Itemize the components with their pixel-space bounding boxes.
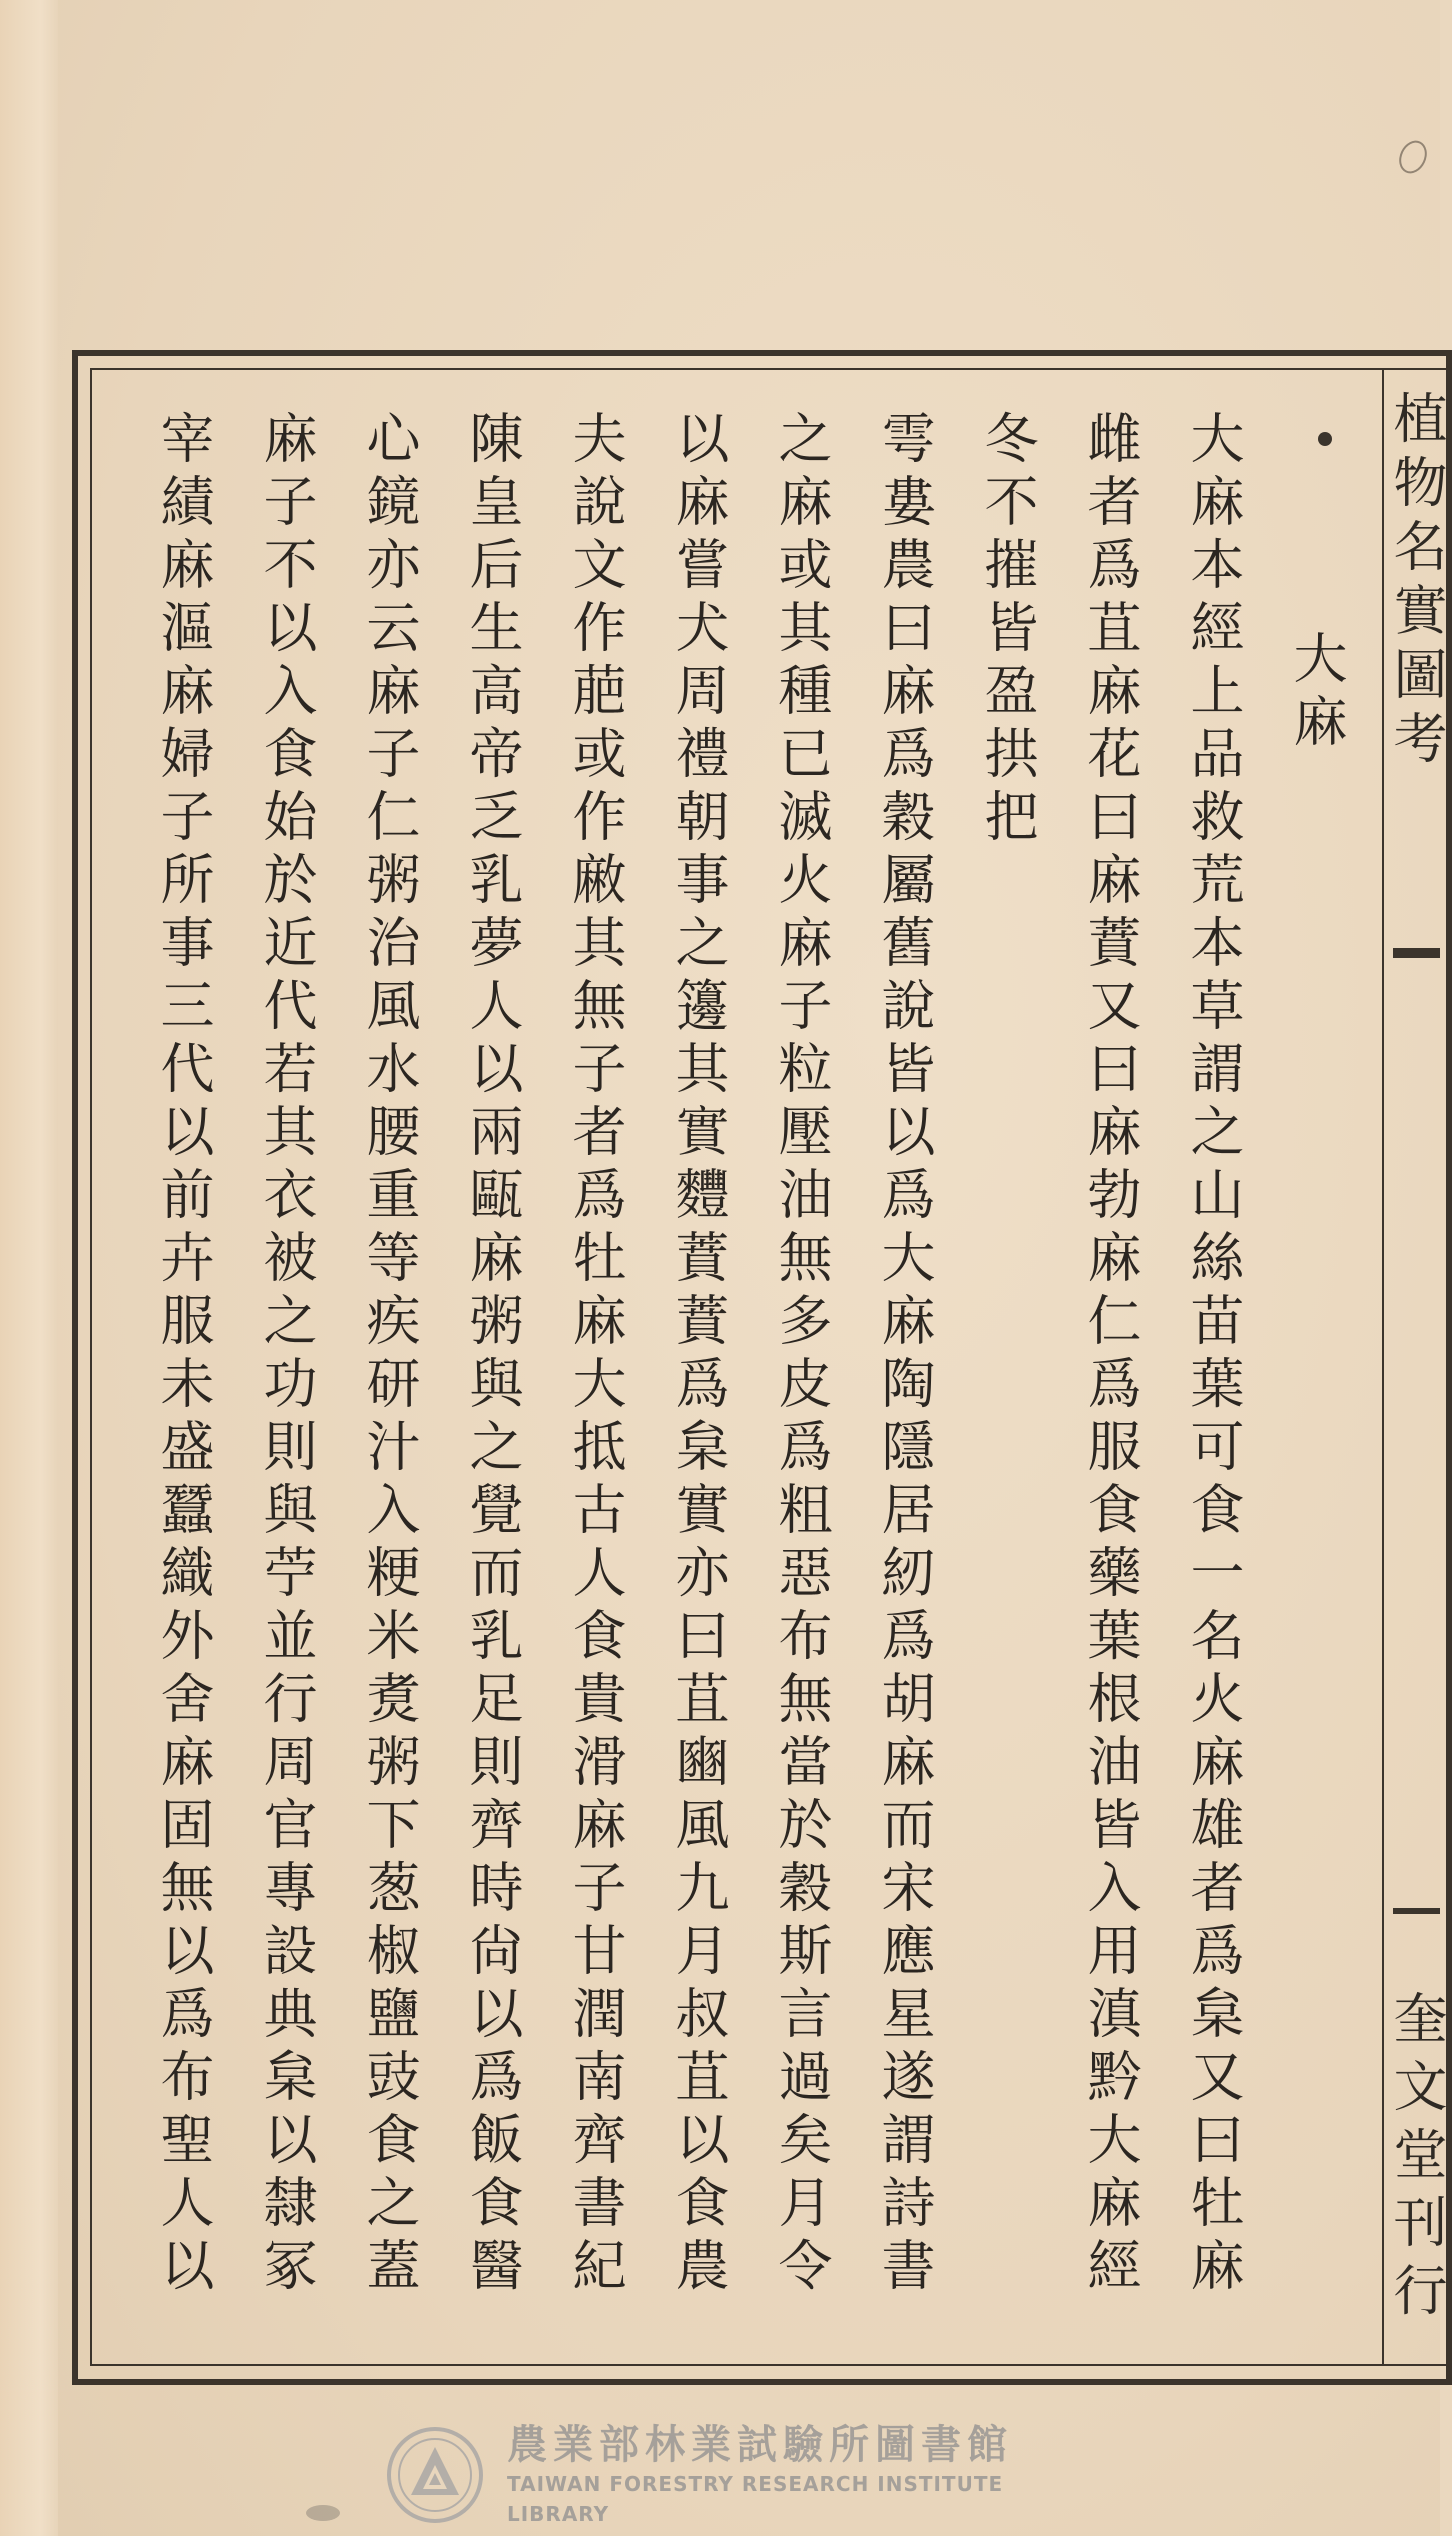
margin-publisher: 奎文堂刊行 [1385, 1990, 1448, 2330]
text-column: 之麻或其種已滅火麻子粒壓油無多皮爲粗惡布無當於穀斯言過矣月令 [770, 410, 833, 2300]
text-column: 雌者爲苴麻花曰麻蕡又曰麻勃麻仁爲服食藥葉根油皆入用滇黔大麻經 [1079, 410, 1142, 2300]
main-text-block [138, 410, 1368, 2340]
paper-stain [306, 2505, 340, 2521]
margin-column-divider [1382, 368, 1384, 2366]
text-column: 夫說文作萉或作䵇其無子者爲牡麻大抵古人食貴滑麻子甘潤南齊書紀 [564, 410, 627, 2300]
library-watermark [385, 2422, 1065, 2526]
text-column: 冬不摧皆盈拱把 [976, 410, 1039, 851]
text-column: 心鏡亦云麻子仁粥治風水腰重等疾研汁入粳米煑粥下葱椒鹽豉食之蓋 [358, 410, 421, 2300]
text-column: 陳皇后生高帝乏乳夢人以兩甌麻粥與之覺而乳足則齊時尙以爲飯食醫 [461, 410, 524, 2300]
text-column: 雩婁農曰麻爲穀屬舊說皆以爲大麻陶隱居紉爲胡麻而宋應星遂謂詩書 [873, 410, 936, 2300]
margin-book-title: 植物名實圖考 [1385, 390, 1448, 774]
library-english-name: TAIWAN FORESTRY RESEARCH INSTITUTE LIBRARY [507, 2472, 1004, 2526]
text-column: 宰績麻漚麻婦子所事三代以前卉服未盛蠶織外舍麻固無以爲布聖人以 [152, 410, 215, 2300]
fold-mark-lower [1393, 1908, 1440, 1914]
library-seal-logo [385, 2425, 485, 2525]
library-name: 農業部林業試驗所圖書館 [507, 2422, 1013, 2468]
paper-edge [0, 0, 58, 2536]
section-heading: 大麻 [1285, 630, 1348, 756]
fold-mark-upper [1393, 948, 1440, 958]
text-column: 大麻本經上品救荒本草謂之山絲苗葉可食一名火麻雄者爲枲又曰牡麻 [1182, 410, 1245, 2300]
text-column: 以麻嘗犬周禮朝事之籩其實麷蕡蕡爲枲實亦曰苴豳風九月叔苴以食農 [667, 410, 730, 2300]
text-column: 麻子不以入食始於近代若其衣被之功則與苧並行周官專設典枲以隸冢 [255, 410, 318, 2300]
